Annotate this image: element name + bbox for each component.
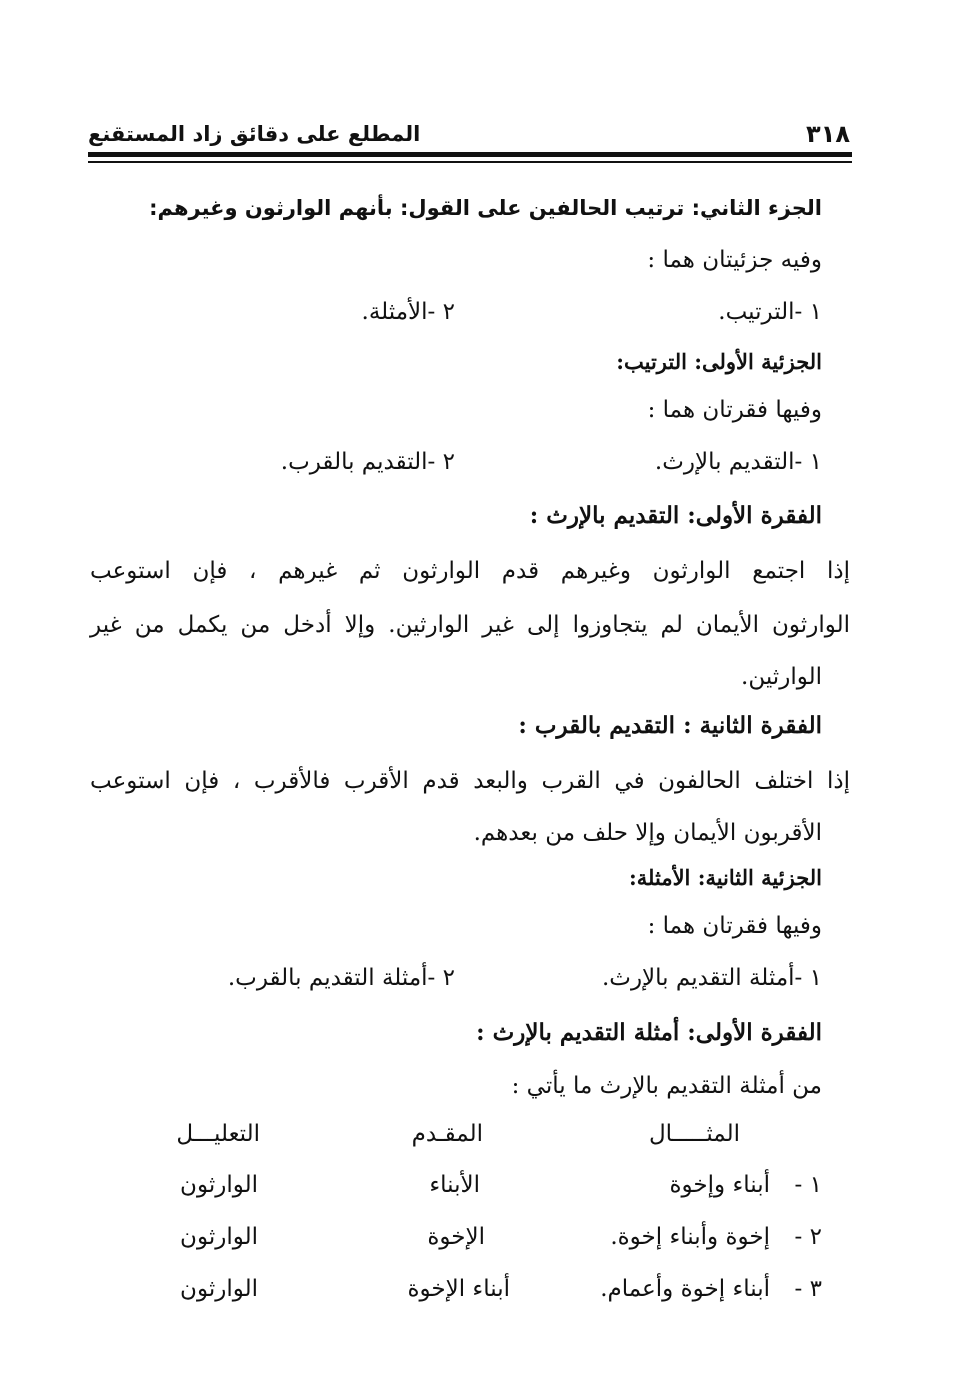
- sub2-intro: وفيها فقرتان هما :: [647, 913, 822, 939]
- row-example: إخوة وأبناء إخوة.: [610, 1224, 770, 1250]
- running-header: [88, 118, 850, 154]
- para3-heading: الفقرة الأولى: أمثلة التقديم بالإرث :: [476, 1019, 822, 1046]
- row-reason: الوارثون: [180, 1224, 258, 1250]
- running-title: المطلع على دقائق زاد المستقنع: [88, 122, 421, 146]
- sub2-item-2: ٢ -أمثلة التقديم بالقرب.: [227, 965, 455, 991]
- sub1-heading: الجزئية الأولى: الترتيب:: [616, 349, 822, 374]
- sub1-intro: وفيها فقرتان هما :: [647, 397, 822, 423]
- header-preferred: المقـدم: [411, 1121, 483, 1147]
- header-example: المثـــــال: [648, 1121, 740, 1147]
- header-rule-thick: [88, 152, 852, 157]
- header-rule-thin: [88, 161, 852, 163]
- para1-heading: الفقرة الأولى: التقديم بالإرث :: [529, 502, 822, 529]
- sub1-item-1: ١ -التقديم بالإرث.: [654, 449, 822, 475]
- sub1-item-2: ٢ -التقديم بالقرب.: [280, 449, 455, 475]
- row-example: أبناء إخوة وأعمام.: [600, 1276, 770, 1302]
- row-reason: الوارثون: [180, 1276, 258, 1302]
- part2-heading: الجزء الثاني: ترتيب الحالفين على القول: بأنهم الوارثون وغيرهم:: [149, 196, 822, 220]
- row-example: أبناء وإخوة: [669, 1172, 770, 1198]
- para1-line-2: الوارثون الأيمان لم يتجاوزوا إلى غير الوارثين. وإلا أدخل من يكمل من غير: [90, 612, 850, 638]
- part2-item-1: ١ -الترتيب.: [718, 299, 822, 325]
- para3-intro: من أمثلة التقديم بالإرث ما يأتي :: [511, 1073, 822, 1099]
- para2-heading: الفقرة الثانية : التقديم بالقرب :: [518, 712, 822, 739]
- part2-item-2: ٢ -الأمثلة.: [361, 299, 455, 325]
- header-reason: التعليـــل: [176, 1121, 260, 1147]
- para2-line-1: إذا اختلف الحالفون في القرب والبعد قدم الأقرب فالأقرب ، فإن استوعب: [90, 768, 850, 794]
- row-number: ١ -: [794, 1172, 822, 1198]
- sub2-heading: الجزئية الثانية: الأمثلة:: [629, 865, 822, 890]
- row-reason: الوارثون: [180, 1172, 258, 1198]
- page-number: ٣١٨: [806, 120, 850, 148]
- para1-line-3: الوارثين.: [741, 664, 822, 690]
- row-number: ٢ -: [794, 1224, 822, 1250]
- para2-line-2: الأقربون الأيمان وإلا حلف من بعدهم.: [473, 820, 822, 846]
- sub2-item-1: ١ -أمثلة التقديم بالإرث.: [601, 965, 822, 991]
- row-preferred: الأبناء: [429, 1172, 480, 1198]
- row-preferred: أبناء الإخوة: [407, 1276, 510, 1302]
- para1-line-1: إذا اجتمع الوارثون وغيرهم قدم الوارثون ثم غيرهم ، فإن استوعب: [90, 558, 850, 584]
- row-number: ٣ -: [794, 1276, 822, 1302]
- row-preferred: الإخوة: [427, 1224, 485, 1250]
- part2-intro: وفيه جزئيتان هما :: [647, 247, 822, 273]
